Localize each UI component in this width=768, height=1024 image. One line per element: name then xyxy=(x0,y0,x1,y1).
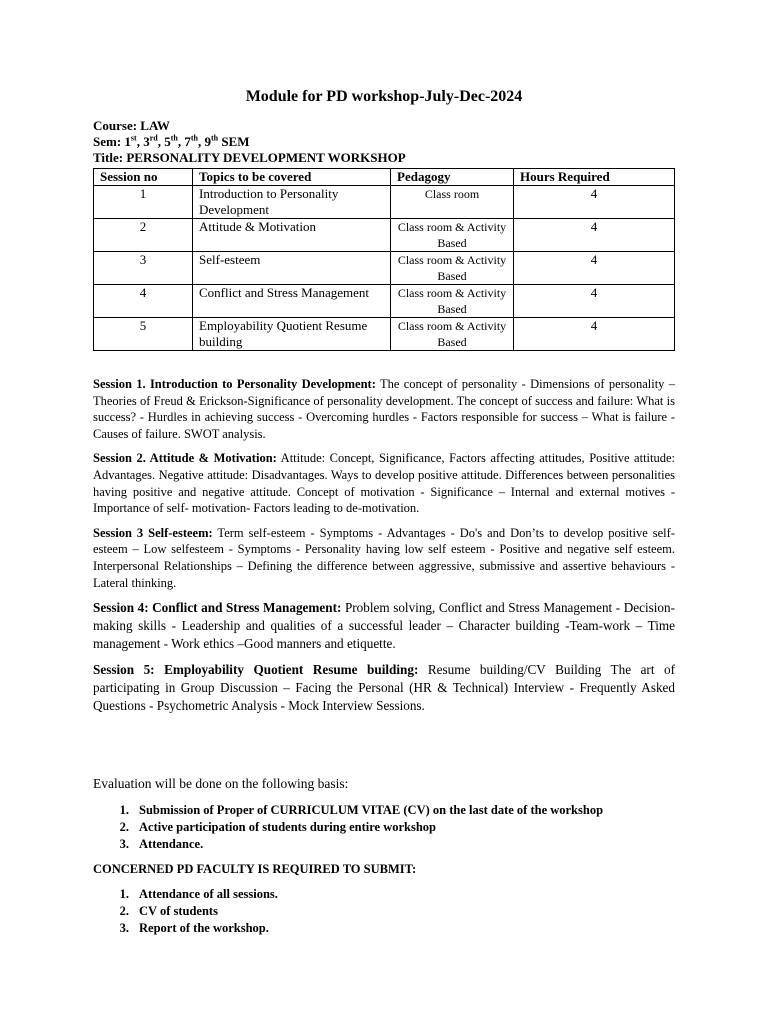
session-3-paragraph xyxy=(93,525,675,591)
cell-pedagogy: Class room xyxy=(391,186,514,219)
cell-pedagogy: Class room & Activity Based xyxy=(391,318,514,351)
table-row xyxy=(94,186,675,219)
table-header-row xyxy=(94,169,675,186)
sem-9: 9th xyxy=(204,133,219,149)
session-4-heading: Session 4: Conflict and Stress Management: xyxy=(93,600,342,616)
cell-hours: 4 xyxy=(514,285,675,318)
session-1-heading: Session 1. Introduction to Personality Development: xyxy=(93,377,376,391)
course-meta xyxy=(93,118,406,166)
sem-1: 1st, xyxy=(124,133,140,149)
session-2-body: Attitude: Concept, Significance, Factors affecting attitudes, Positive attitude: Advantages. Negative attitude: Disadvantages. Ways to develop positive attitude. Differences between personalities having positive and negative attitude. Concept of motivation - Significance – Internal and external motives - Importance of self- motivation- Factors leading to de-motivation. xyxy=(93,451,676,516)
session-4-body: Problem solving, Conflict and Stress Management - Decision-making skills - Leadership and qualities of a successful leader – Character building -Team-work – Time management - Work ethics –Good manners and etiquette. xyxy=(93,600,675,652)
list-item: 1. Attendance of all sessions. xyxy=(119,887,278,901)
session-1-paragraph xyxy=(93,376,675,442)
cell-topic: Self-esteem xyxy=(193,252,391,285)
cell-topic: Employability Quotient Resume building xyxy=(193,318,391,351)
session-5-heading: Session 5: Employability Quotient Resume building: xyxy=(93,662,419,678)
cell-hours: 4 xyxy=(514,318,675,351)
cell-pedagogy: Class room & Activity Based xyxy=(391,219,514,252)
cell-session-no: 1 xyxy=(94,186,193,219)
workshop-title-line: Title: PERSONALITY DEVELOPMENT WORKSHOP xyxy=(93,150,406,165)
cell-hours: 4 xyxy=(514,219,675,252)
header-session-no: Session no xyxy=(94,169,193,186)
session-3-heading: Session 3 Self-esteem: xyxy=(93,525,213,540)
table-row xyxy=(94,219,675,252)
table-row xyxy=(94,285,675,318)
cell-hours: 4 xyxy=(514,252,675,285)
table-row xyxy=(94,252,675,285)
list-item: 3. Report of the workshop. xyxy=(119,921,269,935)
cell-session-no: 4 xyxy=(94,285,193,318)
cell-session-no: 5 xyxy=(94,318,193,351)
submit-heading: CONCERNED PD FACULTY IS REQUIRED TO SUBMIT: xyxy=(93,862,417,876)
submit-list xyxy=(93,886,278,937)
sem-label: Sem: xyxy=(93,134,122,149)
list-item: 2. CV of students xyxy=(119,904,218,918)
page-title: Module for PD workshop-July-Dec-2024 xyxy=(245,88,523,105)
session-5-body: Resume building/CV Building The art of participating in Group Discussion – Facing the Personal (HR & Technical) Interview - Frequently Asked Questions - Psychometric Analysis - Mock Interview Sessions. xyxy=(93,662,676,714)
course-line: Course: LAW xyxy=(93,118,170,133)
sem-suffix: SEM xyxy=(221,134,250,149)
cell-topic: Attitude & Motivation xyxy=(193,219,391,252)
header-topics: Topics to be covered xyxy=(193,169,391,186)
cell-topic: Introduction to Personality Development xyxy=(193,186,391,219)
sem-5: 5th, xyxy=(164,133,182,149)
sem-line xyxy=(93,134,406,150)
session-2-heading: Session 2. Attitude & Motivation: xyxy=(93,451,277,466)
list-item: 2. Active participation of students during entire workshop xyxy=(119,820,437,834)
cell-session-no: 2 xyxy=(94,219,193,252)
header-pedagogy: Pedagogy xyxy=(391,169,514,186)
session-3-body: Term self-esteem - Symptoms - Advantages - Do's and Don’ts to develop positive self-esteem – Low selfesteem - Symptoms - Personality having low self esteem - Positive and negative self esteem. Interpersonal Relationships – Defining the difference between aggressive, submissive and assertive behaviours - Lateral thinking. xyxy=(93,525,675,590)
table-row xyxy=(94,318,675,351)
cell-session-no: 3 xyxy=(94,252,193,285)
list-item: 3. Attendance. xyxy=(119,837,204,851)
cell-pedagogy: Class room & Activity Based xyxy=(391,252,514,285)
session-1-body: The concept of personality - Dimensions of personality – Theories of Freud & Erickson-Significance of personality development. The concept of success and failure: What is success? - Hurdles in achieving success - Overcoming hurdles - Factors responsible for success – What is failure - Causes of failure. SWOT analysis. xyxy=(93,377,675,441)
session-2-paragraph xyxy=(93,450,675,516)
sem-3: 3rd, xyxy=(143,133,161,149)
evaluation-list xyxy=(93,802,603,853)
cell-hours: 4 xyxy=(514,186,675,219)
session-5-paragraph xyxy=(93,661,675,715)
session-4-paragraph xyxy=(93,599,675,653)
cell-pedagogy: Class room & Activity Based xyxy=(391,285,514,318)
evaluation-intro: Evaluation will be done on the following basis: xyxy=(93,776,349,791)
list-item: 1. Submission of Proper of CURRICULUM VITAE (CV) on the last date of the workshop xyxy=(119,803,604,817)
schedule-table xyxy=(93,168,675,351)
sem-7: 7th, xyxy=(184,133,202,149)
header-hours: Hours Required xyxy=(514,169,675,186)
session-descriptions xyxy=(93,376,675,723)
cell-topic: Conflict and Stress Management xyxy=(193,285,391,318)
